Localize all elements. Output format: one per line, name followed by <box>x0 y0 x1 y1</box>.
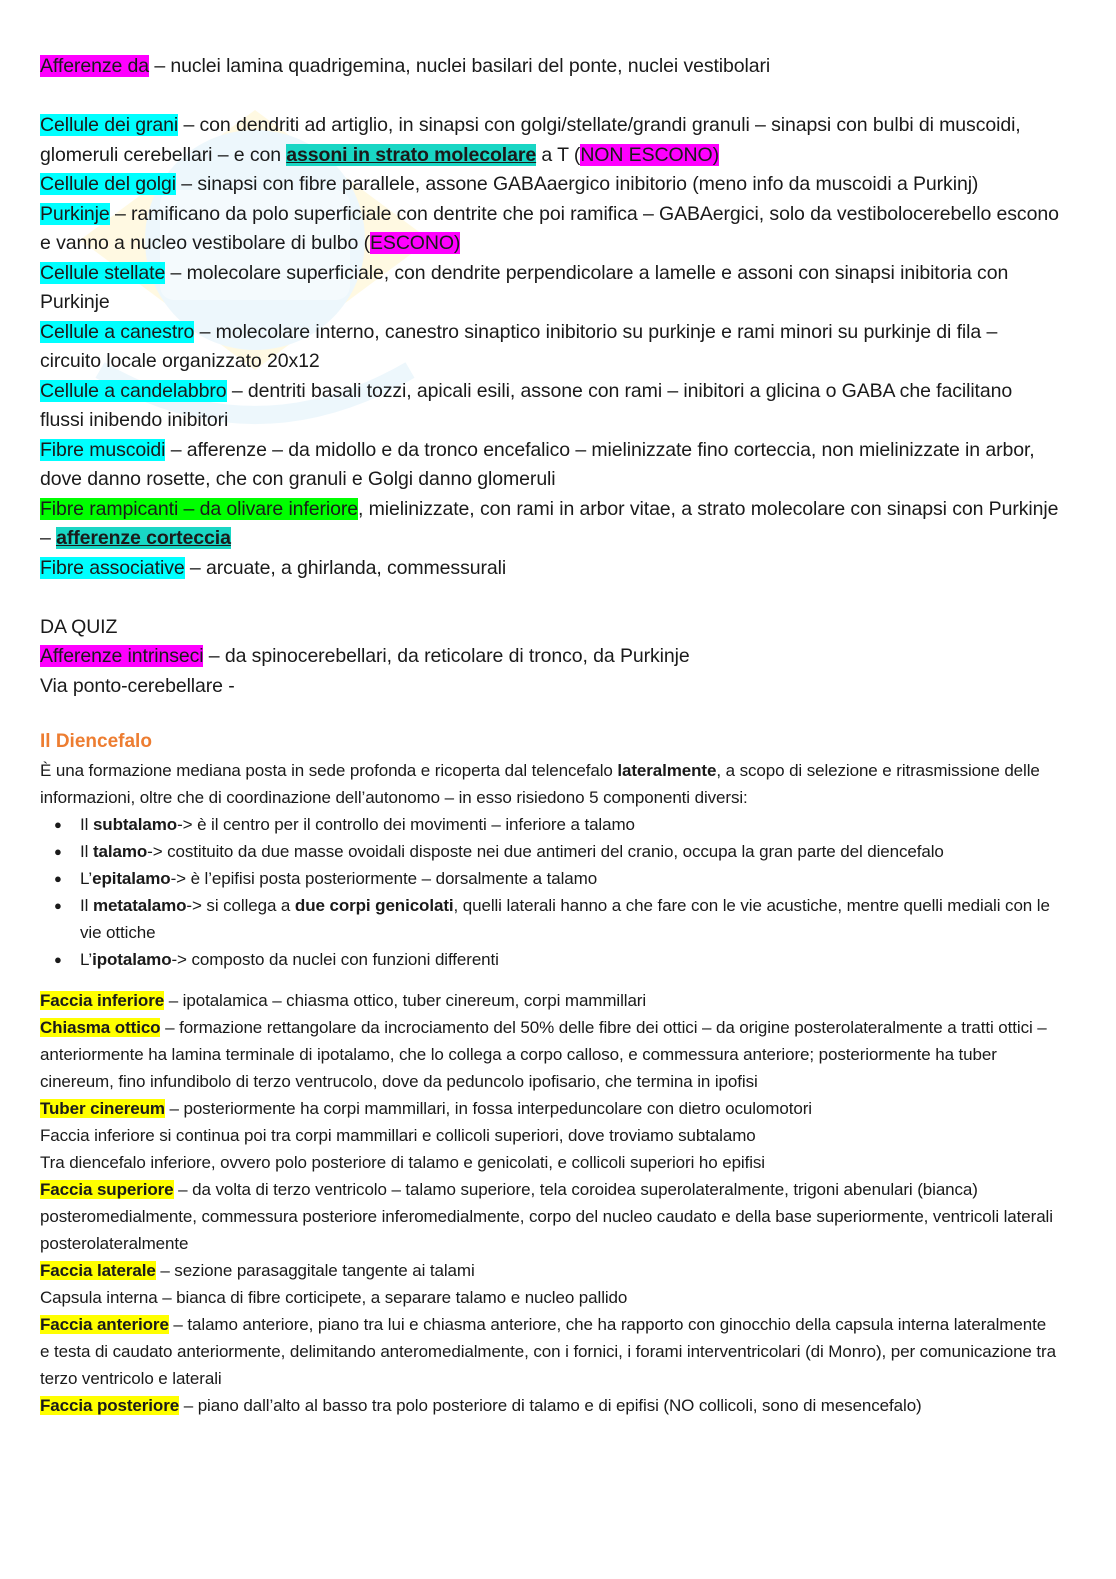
tuber-label: Tuber cinereum <box>40 1099 165 1118</box>
bullet-post: -> si collega a <box>186 896 295 915</box>
list-item <box>40 811 1060 838</box>
purkinje-label: Purkinje <box>40 202 110 225</box>
bullet-post: -> è il centro per il controllo dei movimenti – inferiore a talamo <box>177 815 635 834</box>
faccia-laterale-text: – sezione parasaggitale tangente ai talami <box>155 1261 475 1280</box>
faccia-anteriore-label: Faccia anteriore <box>40 1315 169 1334</box>
tuber-line <box>40 1095 1060 1122</box>
list-item <box>40 865 1060 892</box>
canestro-label: Cellule a canestro <box>40 320 195 343</box>
grani-line <box>40 111 1060 170</box>
chiasma-line <box>40 1014 1060 1095</box>
bullet-bold: ipotalamo <box>92 950 172 969</box>
list-item <box>40 892 1060 946</box>
epifisi-line: Tra diencefalo inferiore, ovvero polo posteriore di talamo e genicolati, e collicoli superiori ho epifisi <box>40 1153 765 1172</box>
ponto-line: Via ponto-cerebellare - <box>40 674 235 697</box>
bullet-post2: , quelli laterali hanno a che fare con le vie acustiche, mentre quelli mediali con le vie ottiche <box>80 896 1050 942</box>
bullet-post: -> composto da nuclei con funzioni differenti <box>171 950 499 969</box>
intro-text: È una formazione mediana posta in sede profonda e ricoperta dal telencefalo <box>40 761 618 780</box>
bullet-post: -> è l’epifisi posta posteriormente – dorsalmente a talamo <box>170 869 598 888</box>
bullet-icon: ● <box>54 952 62 967</box>
faccia-posteriore-text: – piano dall’alto al basso tra polo posteriore di talamo e di epifisi (NO collicoli, sono di mesencefalo) <box>179 1396 922 1415</box>
bullet-bold: epitalamo <box>92 869 171 888</box>
bullet-bold: talamo <box>92 842 148 861</box>
components-list <box>40 811 1060 973</box>
bullet-pre: Il <box>80 896 93 915</box>
bullet-icon: ● <box>54 844 62 859</box>
bullet-bold: metatalamo <box>92 896 187 915</box>
intrinseci-label: Afferenze intrinseci <box>40 645 204 667</box>
bullet-post: -> costituito da due masse ovoidali disposte nei due antimeri del cranio, occupa la gran parte del diencefalo <box>147 842 944 861</box>
faccia-anteriore-text: – talamo anteriore, piano tra lui e chiasma anteriore, che ha rapporto con ginocchio della capsula interna lateralmente e testa di caudato anteriormente, delimitando anteromedialmente, con i fornici, i forami interventricolari (di Monro), per comunicazione tra terzo ventricolo e laterali <box>40 1315 1056 1388</box>
stellate-label: Cellule stellate <box>40 261 166 284</box>
rampicanti-text: , mielinizzate, con rami in arbor vitae, a strato molecolare con sinapsi con Purkinje – <box>40 497 1059 549</box>
faccia-anteriore-line <box>40 1311 1060 1392</box>
faccia-laterale-line <box>40 1257 1060 1284</box>
purkinje-line <box>40 200 1060 259</box>
diencefalo-notes <box>40 757 1060 1419</box>
faccia-superiore-line <box>40 1176 1060 1257</box>
grani-label: Cellule dei grani <box>40 114 179 136</box>
faccia-inferiore-line <box>40 987 1060 1014</box>
golgi-line <box>40 170 1060 200</box>
rampicanti-bold: afferenze corteccia <box>56 527 231 549</box>
bullet-pre: L’ <box>80 869 93 888</box>
grani-text: – con dendriti ad artiglio, in sinapsi con golgi/stellate/grandi granuli – sinapsi con bulbi di muscoidi, glomeruli cerebellari – e con <box>40 114 1021 166</box>
cerebellum-notes <box>40 52 1060 701</box>
faccia-superiore-text: – da volta di terzo ventricolo – talamo superiore, tela coroidea superolateralmente, trigoni abenulari (bianca) posteromedialmente, commessura posteriore inferomedialmente, corpo del nucleo caudato e della base superiormente, ventricoli laterali posterolateralmente <box>40 1180 1053 1253</box>
afferenze-line <box>40 52 1060 82</box>
muscoidi-label: Fibre muscoidi <box>40 438 166 461</box>
bullet-icon: ● <box>54 871 62 886</box>
canestro-line <box>40 318 1060 377</box>
section-title-diencefalo: Il Diencefalo <box>40 731 152 752</box>
stellate-text: – molecolare superficiale, con dendrite perpendicolare a lamelle e assoni con sinapsi inibitoria con Purkinje <box>40 261 1009 313</box>
bullet-pre: L’ <box>80 950 93 969</box>
rampicanti-label: Fibre rampicanti – da olivare inferiore <box>40 497 358 520</box>
bullet-icon: ● <box>54 898 62 913</box>
faccia-posteriore-label: Faccia posteriore <box>40 1396 180 1415</box>
grani-tag: NON ESCONO) <box>580 143 719 166</box>
rampicanti-line <box>40 495 1060 554</box>
document-page <box>40 52 1060 1419</box>
tuber-text: – posteriormente ha corpi mammillari, in fossa interpeduncolare con dietro oculomotori <box>164 1099 812 1118</box>
chiasma-label: Chiasma ottico <box>40 1018 161 1037</box>
faccia-inferiore-label: Faccia inferiore <box>40 991 165 1010</box>
diencefalo-intro <box>40 757 1060 811</box>
purkinje-text: – ramificano da polo superficiale con dentrite che poi ramifica – GABAergici, solo da vestibolocerebello escono e vanno a nucleo vestibolare di bulbo ( <box>40 202 1059 254</box>
associative-label: Fibre associative <box>40 556 185 579</box>
chiasma-text: – formazione rettangolare da incrociamento del 50% delle fibre dei ottici – da origine posterolateralmente a tratti ottici – anteriormente ha lamina terminale di ipotalamo, che lo collega a corpo calloso, e commessura anteriore; posteriormente ha tuber cinereum, fino infundibolo di terzo ventrucolo, dove da peduncolo ipofisario, che termina in ipofisi <box>40 1018 1047 1091</box>
capsula-line: Capsula interna – bianca di fibre corticipete, a separare talamo e nucleo pallido <box>40 1288 628 1307</box>
bullet-pre: Il <box>80 842 93 861</box>
list-item <box>40 838 1060 865</box>
muscoidi-line <box>40 436 1060 495</box>
intro-text2: , a scopo di selezione e ritrasmissione delle informazioni, oltre che di coordinazione dell’autonomo – in esso risiedono 5 componenti diversi: <box>40 761 1040 807</box>
grani-text2: a T ( <box>536 143 581 166</box>
stellate-line <box>40 259 1060 318</box>
bullet-bold2: due corpi genicolati <box>294 896 454 915</box>
intrinseci-line <box>40 642 1060 672</box>
candelabbro-text: – dentriti basali tozzi, apicali esili, assone con rami – inibitori a glicina o GABA che facilitano flussi inibendo inibitori <box>40 379 1013 431</box>
intro-bold: lateralmente <box>617 761 717 780</box>
faccia-inferiore-text: – ipotalamica – chiasma ottico, tuber cinereum, corpi mammillari <box>164 991 647 1010</box>
afferenze-label: Afferenze da <box>40 55 150 77</box>
candelabbro-line <box>40 377 1060 436</box>
list-item <box>40 946 1060 973</box>
faccia-superiore-label: Faccia superiore <box>40 1180 174 1199</box>
grani-bold: assoni in strato molecolare <box>286 143 537 166</box>
faccia-posteriore-line <box>40 1392 1060 1419</box>
bullet-bold: subtalamo <box>92 815 178 834</box>
candelabbro-label: Cellule a candelabbro <box>40 379 227 402</box>
golgi-text: – sinapsi con fibre parallele, assone GABAaergico inibitorio (meno info da muscoidi a Purkinj) <box>175 173 979 195</box>
afferenze-text: – nuclei lamina quadrigemina, nuclei basilari del ponte, nuclei vestibolari <box>149 55 771 77</box>
faccia-laterale-label: Faccia laterale <box>40 1261 156 1280</box>
associative-text: – arcuate, a ghirlanda, commessurali <box>184 556 507 579</box>
bullet-pre: Il <box>80 815 93 834</box>
canestro-text: – molecolare interno, canestro sinaptico inibitorio su purkinje e rami minori su purkinje di fila – circuito locale organizzato 20x12 <box>40 320 998 372</box>
muscoidi-text: – afferenze – da midollo e da tronco encefalico – mielinizzate fino corteccia, non mielinizzate in arbor, dove danno rosette, che con granuli e Golgi danno glomeruli <box>40 438 1035 490</box>
golgi-label: Cellule del golgi <box>40 173 176 195</box>
quiz-title: DA QUIZ <box>40 615 118 638</box>
bullet-icon: ● <box>54 817 62 832</box>
inferiore-continua-line: Faccia inferiore si continua poi tra corpi mammillari e collicoli superiori, dove troviamo subtalamo <box>40 1126 756 1145</box>
intrinseci-text: – da spinocerebellari, da reticolare di tronco, da Purkinje <box>203 645 690 667</box>
purkinje-tag: ESCONO) <box>370 232 461 254</box>
associative-line <box>40 554 1060 584</box>
